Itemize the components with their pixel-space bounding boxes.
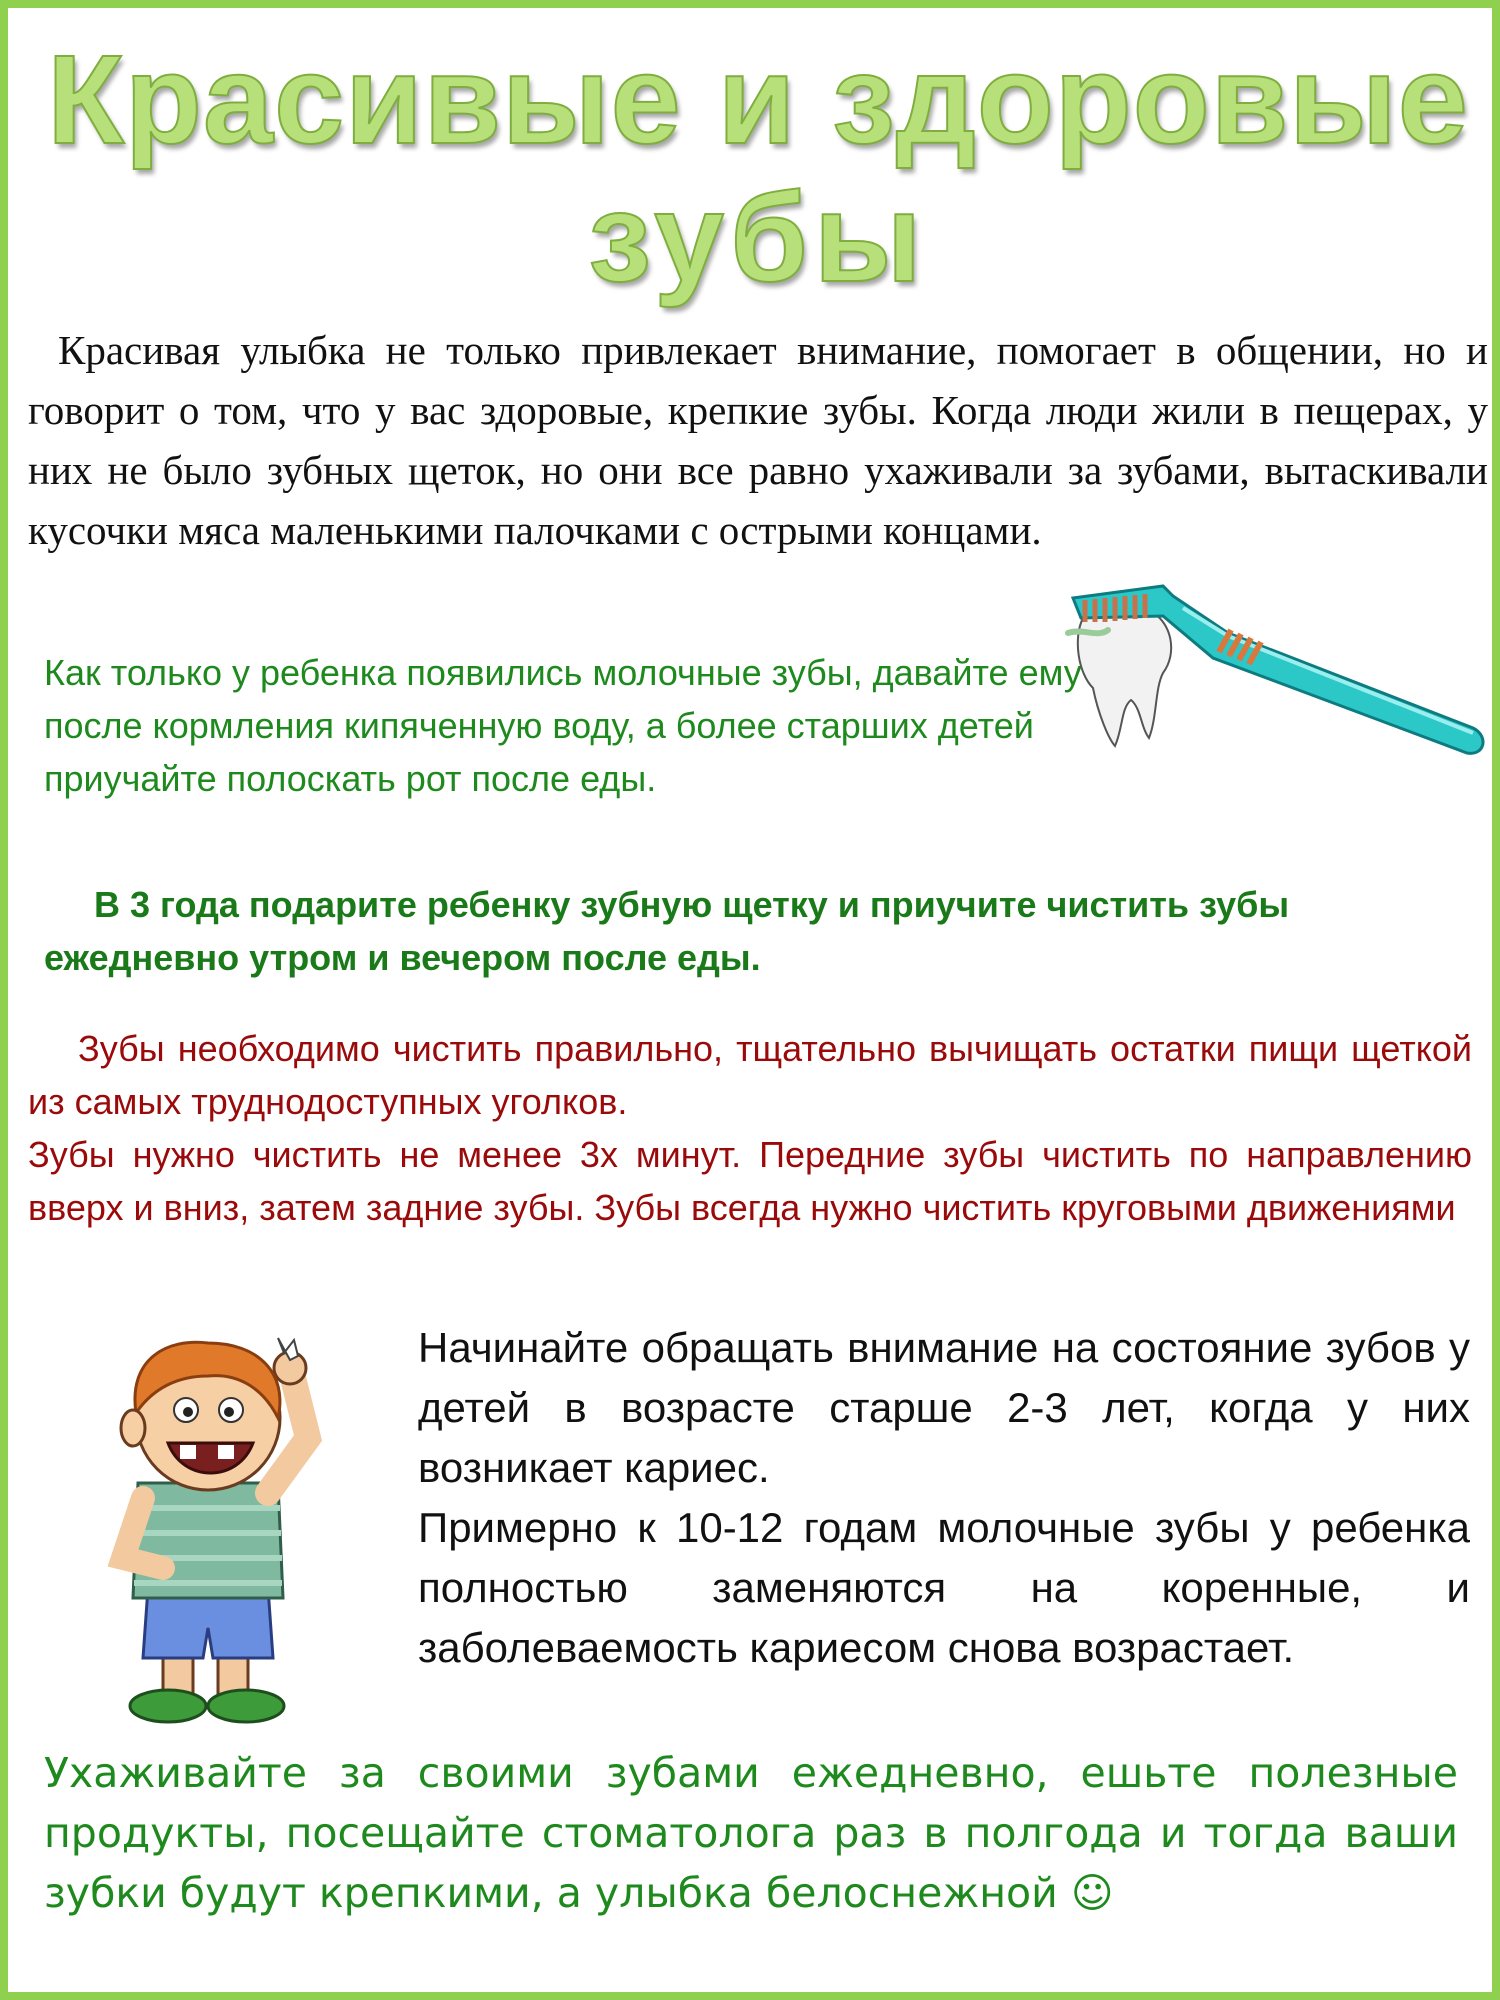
brushing-instructions-part-2: Зубы нужно чистить не менее 3х минут. Передние зубы чистить по направлению вверх и вниз, затем задние зубы. Зубы всегда нужно чистить круговыми движениями: [28, 1134, 1472, 1228]
age-notes: [418, 1318, 1470, 1678]
age-notes-part-2: Примерно к 10-12 годам молочные зубы у ребенка полностью заменяются на коренные, и заболеваемость кариесом снова возрастает.: [418, 1504, 1470, 1671]
brushing-instructions: [28, 1022, 1472, 1234]
age-notes-part-1: Начинайте обращать внимание на состояние зубов у детей в возрасте старше 2-3 лет, когда у них возникает кариес.: [418, 1324, 1470, 1491]
smiling-boy-illustration: [68, 1318, 368, 1728]
brushing-instructions-part-1: Зубы необходимо чистить правильно, тщательно вычищать остатки пищи щеткой из самых труднодоступных уголков.: [28, 1028, 1472, 1122]
intro-paragraph: Красивая улыбка не только привлекает внимание, помогает в общении, но и говорит о том, что у вас здоровые, крепкие зубы. Когда люди жили в пещерах, у них не было зубных щеток, но они все равно ухаживали за зубами, вытаскивали кусочки мяса маленькими палочками с острыми концами.: [28, 327, 1488, 553]
age-three-tip: В 3 года подарите ребенку зубную щетку и приучите чистить зубы ежедневно утром и вечером после еды.: [44, 884, 1290, 978]
closing-advice: Ухаживайте за своими зубами ежедневно, ешьте полезные продукты, посещайте стоматолога раз в полгода и тогда ваши зубки будут крепкими, а улыбка белоснежной ☺: [44, 1749, 1458, 1917]
title-line-1: Красивые и здоровые: [47, 29, 1469, 170]
milk-teeth-tip: Как только у ребенка появились молочные зубы, давайте ему после кормления кипяченную воду, а более старших детей приучайте полоскать рот после еды.: [44, 652, 1082, 799]
toothbrush-tooth-illustration: [1053, 578, 1493, 778]
title-line-2: зубы: [588, 167, 928, 308]
